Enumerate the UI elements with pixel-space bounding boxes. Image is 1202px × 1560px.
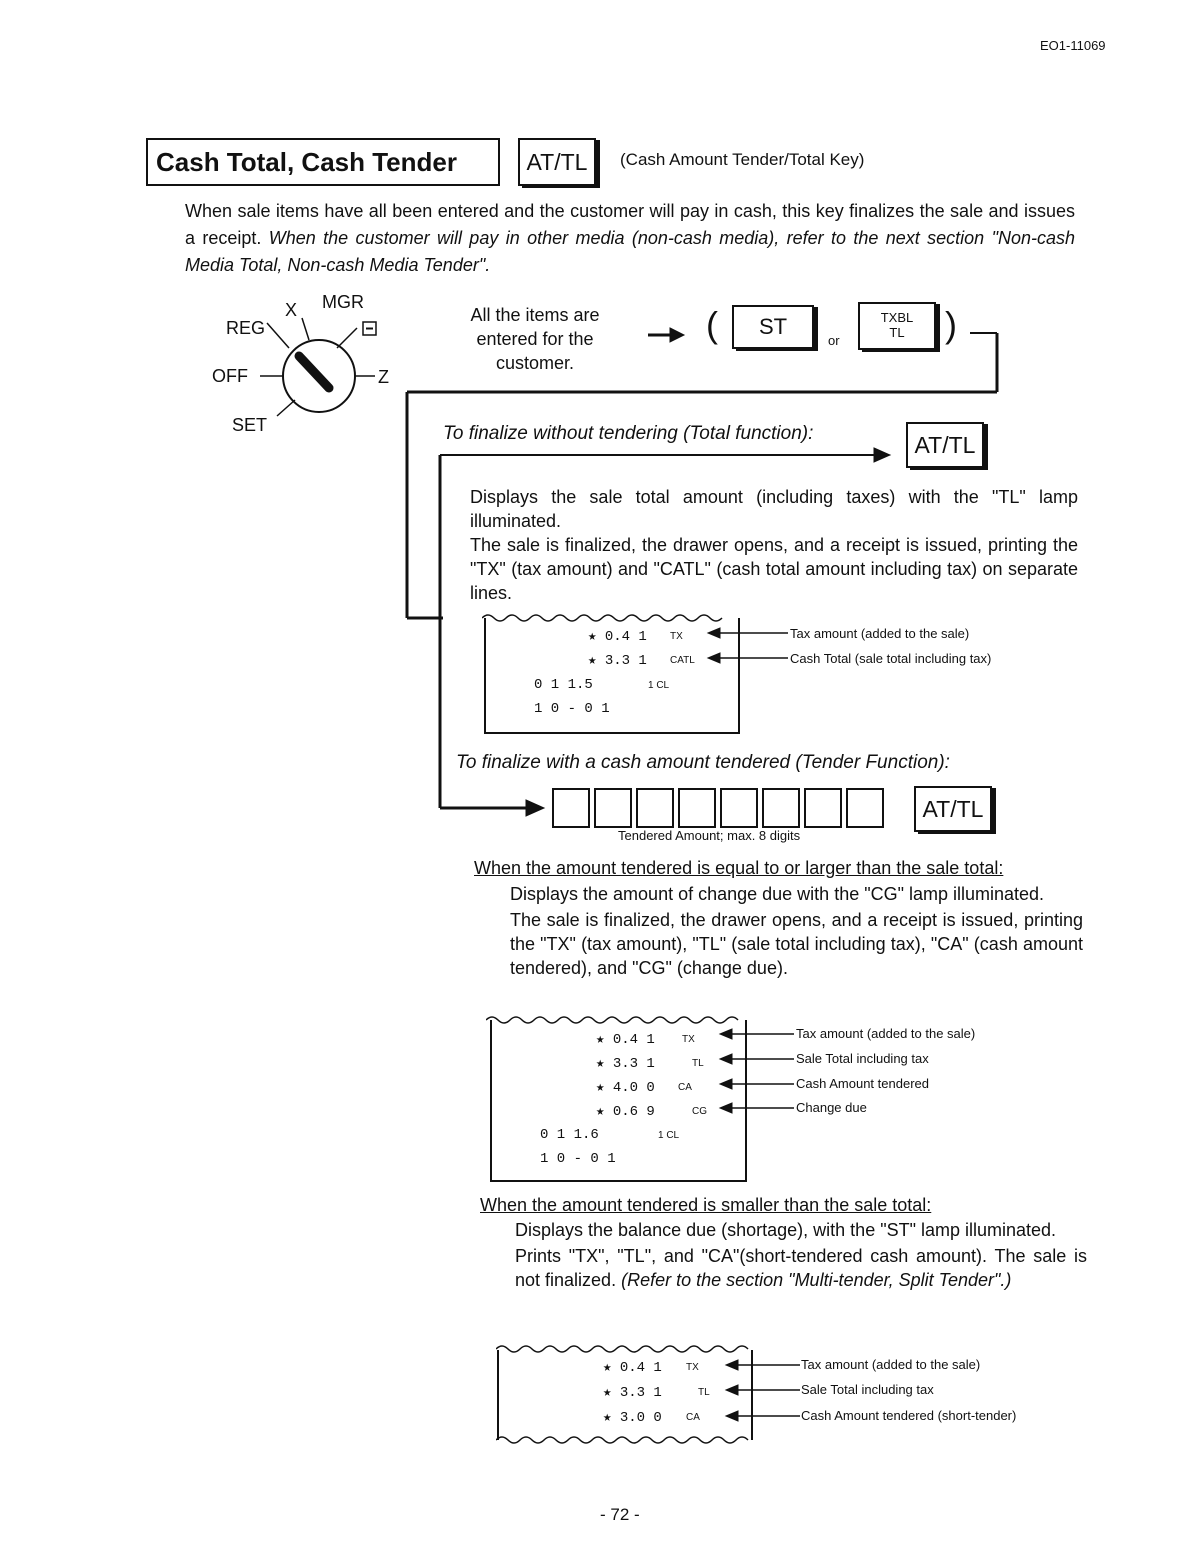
mode-set: SET (232, 415, 268, 435)
digit-box (636, 788, 674, 828)
receipt-tender-line3-code: CA (678, 1082, 692, 1093)
txbl-tl-key (858, 302, 936, 350)
receipt-tender-footer1-right: 1 CL (658, 1130, 680, 1141)
case1-para2: The sale is finalized, the drawer opens, and a receipt is issued, printing the "TX" (tax amount), "TL" (sale total including tax), "CA" (cash amount tendered), and "CG" (change due). (510, 910, 1083, 978)
digit-box (720, 788, 758, 828)
receipt-total-line1-amount: ★ 0.4 1 (588, 629, 647, 645)
receipt-total-footer2: 1 0 - 0 1 (534, 701, 610, 717)
receipt-total-footer1-right: 1 CL (648, 680, 670, 691)
total-annotation-arrows (700, 624, 795, 674)
total-heading: To finalize without tendering (Total function): (443, 423, 814, 444)
annotation-tax-amount: Tax amount (added to the sale) (796, 1026, 976, 1041)
receipt-short-line1-amount: ★ 0.4 1 (603, 1360, 662, 1376)
receipt-short-line3-amount: ★ 3.0 0 (603, 1410, 662, 1426)
page-number: - 72 - (600, 1505, 640, 1524)
total-paragraph (470, 485, 1078, 605)
receipt-short-line2-amount: ★ 3.3 1 (603, 1385, 662, 1401)
step-items-entered: All the items are entered for the customer. (470, 305, 600, 373)
digit-box (678, 788, 716, 828)
short-annotation-arrows (718, 1356, 806, 1431)
receipt-total-line2-code: CATL (670, 655, 695, 666)
st-key: ST (732, 305, 814, 349)
case2-para2-plain: Prints "TX", "TL", and "CA"(short-tendered cash amount). The sale is not finalized. (515, 1246, 1087, 1290)
receipt-total-footer1-left: 0 1 1.5 (534, 677, 593, 693)
mode-x: X (285, 300, 298, 320)
tendered-amount-caption: Tendered Amount; max. 8 digits (618, 828, 801, 843)
intro-plain: When sale items have all been entered and the customer will pay in cash, this key finalizes the sale and issues a receipt. (185, 201, 1075, 248)
section-title: Cash Total, Cash Tender (146, 138, 500, 186)
mode-reg: REG (226, 318, 266, 338)
txbl-key-top: TXBL (880, 310, 914, 325)
case2-heading: When the amount tendered is smaller than the sale total: (480, 1195, 932, 1215)
digit-box (846, 788, 884, 828)
case2-para2 (515, 1244, 1087, 1292)
receipt-tender-line1-amount: ★ 0.4 1 (596, 1032, 655, 1048)
receipt-tender-line2-amount: ★ 3.3 1 (596, 1056, 655, 1072)
case2-para1: Displays the balance due (shortage), with the "ST" lamp illuminated. (515, 1220, 1057, 1240)
annotation-short-tender: Cash Amount tendered (short-tender) (801, 1408, 1017, 1423)
total-para1: Displays the sale total amount (including taxes) with the "TL" lamp illuminated. (470, 487, 1078, 531)
receipt-total-line1-code: TX (670, 631, 683, 642)
receipt-tender-line4-code: CG (692, 1106, 707, 1117)
at-tl-key-tender: AT/TL (914, 786, 992, 832)
digit-box (594, 788, 632, 828)
case1-paragraph (510, 882, 1083, 980)
annotation-tax-amount: Tax amount (added to the sale) (801, 1357, 981, 1372)
annotation-tax-amount: Tax amount (added to the sale) (790, 626, 970, 641)
intro-italic: When the customer will pay in other media (non-cash media), refer to the next section "Non-cash Media Total, Non-cash Media Tender". (185, 228, 1075, 275)
or-label: or (828, 333, 840, 348)
case1-heading: When the amount tendered is equal to or larger than the sale total: (474, 858, 1004, 878)
receipt-tear-edge-icon (496, 1434, 758, 1446)
digit-box (552, 788, 590, 828)
tendered-amount-digits (552, 788, 884, 828)
at-tl-key-total: AT/TL (906, 422, 984, 468)
receipt-tender-line3-amount: ★ 4.0 0 (596, 1080, 655, 1096)
receipt-short-line2-code: TL (698, 1387, 710, 1398)
annotation-sale-total: Sale Total including tax (796, 1051, 929, 1066)
total-para2: The sale is finalized, the drawer opens, and a receipt is issued, printing the "TX" (tax amount) and "CATL" (cash total amount including tax) on separate lines. (470, 535, 1078, 603)
case1-para1: Displays the amount of change due with the "CG" lamp illuminated. (510, 884, 1045, 904)
annotation-sale-total: Sale Total including tax (801, 1382, 934, 1397)
at-tl-key-title: AT/TL (518, 138, 596, 186)
receipt-short-line1-code: TX (686, 1362, 699, 1373)
mode-mgr: MGR (322, 292, 364, 312)
key-description: (Cash Amount Tender/Total Key) (620, 150, 865, 169)
annotation-change-due: Change due (796, 1100, 867, 1115)
tender-heading: To finalize with a cash amount tendered (Tender Function): (456, 752, 950, 773)
case2-para2-italic: (Refer to the section "Multi-tender, Split Tender".) (621, 1270, 1012, 1290)
txbl-key-bottom: TL (889, 325, 905, 340)
annotation-cash-total: Cash Total (sale total including tax) (790, 651, 992, 666)
receipt-tender-line1-code: TX (682, 1034, 695, 1045)
case2-paragraph (515, 1218, 1087, 1292)
receipt-tender-line2-code: TL (692, 1058, 704, 1069)
digit-box (804, 788, 842, 828)
receipt-short-line3-code: CA (686, 1412, 700, 1423)
digit-box (762, 788, 800, 828)
mode-off: OFF (212, 366, 248, 386)
mode-z: Z (378, 367, 389, 387)
tender-annotation-arrows (712, 1025, 800, 1125)
close-paren: ) (945, 304, 957, 345)
open-paren: ( (706, 304, 718, 345)
receipt-tender-footer2: 1 0 - 0 1 (540, 1151, 616, 1167)
receipt-tender-footer1-left: 0 1 1.6 (540, 1127, 599, 1143)
receipt-total-line2-amount: ★ 3.3 1 (588, 653, 647, 669)
receipt-tender-line4-amount: ★ 0.6 9 (596, 1104, 655, 1120)
document-id: EO1-11069 (1040, 38, 1106, 53)
annotation-cash-tendered: Cash Amount tendered (796, 1076, 929, 1091)
